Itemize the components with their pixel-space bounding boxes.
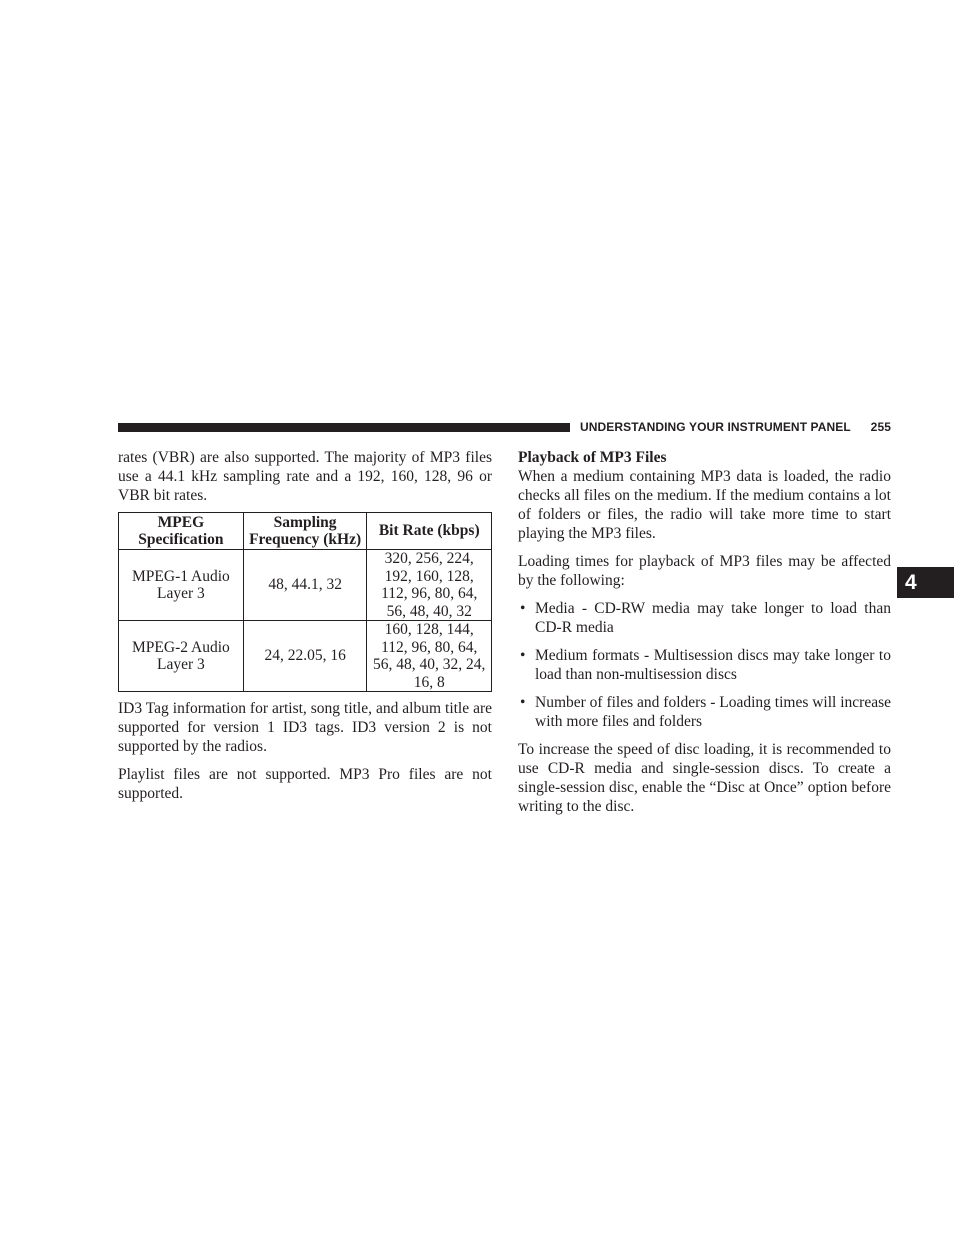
table-cell: MPEG-2 Audio Layer 3 <box>119 621 244 692</box>
list-item <box>518 693 891 731</box>
table-header-cell: MPEG Specification <box>119 513 244 550</box>
chapter-tab: 4 <box>897 567 954 598</box>
section-heading: Playback of MP3 Files <box>518 449 667 466</box>
mp3-spec-table <box>118 512 492 692</box>
list-item-text: Medium formats - Multisession discs may take longer to load than non-multisession discs <box>535 647 891 683</box>
table-cell: MPEG-1 Audio Layer 3 <box>119 550 244 621</box>
left-column <box>118 448 492 803</box>
table-header-cell: Sampling Frequency (kHz) <box>243 513 367 550</box>
table-cell: 48, 44.1, 32 <box>243 550 367 621</box>
bullet-list <box>518 599 891 731</box>
bullet-icon: • <box>520 647 526 664</box>
body-paragraph: To increase the speed of disc loading, it is recommended to use CD-R media and single-session discs. To create a single-session disc, enable the “Disc at Once” option before writing to the disc. <box>518 741 891 815</box>
intro-paragraph: rates (VBR) are also supported. The majority of MP3 files use a 44.1 kHz sampling rate and a 192, 160, 128, 96 or VBR bit rates. <box>118 449 492 504</box>
body-paragraph: Loading times for playback of MP3 files may be affected by the following: <box>518 553 891 589</box>
table-header-row <box>119 513 492 550</box>
section-title: UNDERSTANDING YOUR INSTRUMENT PANEL <box>580 420 851 434</box>
bullet-icon: • <box>520 600 526 617</box>
table-header-cell: Bit Rate (kbps) <box>367 513 492 550</box>
table-row <box>119 550 492 621</box>
bullet-icon: • <box>520 694 526 711</box>
list-item-text: Media - CD-RW media may take longer to load than CD-R media <box>535 600 891 636</box>
id3-paragraph: ID3 Tag information for artist, song title, and album title are supported for version 1 ID3 tags. ID3 version 2 is not supported by the radios. <box>118 700 492 755</box>
table-cell: 24, 22.05, 16 <box>243 621 367 692</box>
playlist-paragraph: Playlist files are not supported. MP3 Pro files are not supported. <box>118 766 492 802</box>
header-rule <box>118 423 570 432</box>
running-header <box>580 420 891 434</box>
list-item-text: Number of files and folders - Loading times will increase with more files and folders <box>535 694 891 730</box>
list-item <box>518 599 891 637</box>
right-column <box>518 448 891 816</box>
table-cell: 320, 256, 224, 192, 160, 128, 112, 96, 80, 64, 56, 48, 40, 32 <box>367 550 492 621</box>
list-item <box>518 646 891 684</box>
body-paragraph: When a medium containing MP3 data is loaded, the radio checks all files on the medium. If the medium contains a lot of folders or files, the radio will take more time to start playing the MP3 files. <box>518 468 891 542</box>
table-cell: 160, 128, 144, 112, 96, 80, 64, 56, 48, 40, 32, 24, 16, 8 <box>367 621 492 692</box>
page-number: 255 <box>870 420 891 434</box>
table-row <box>119 621 492 692</box>
